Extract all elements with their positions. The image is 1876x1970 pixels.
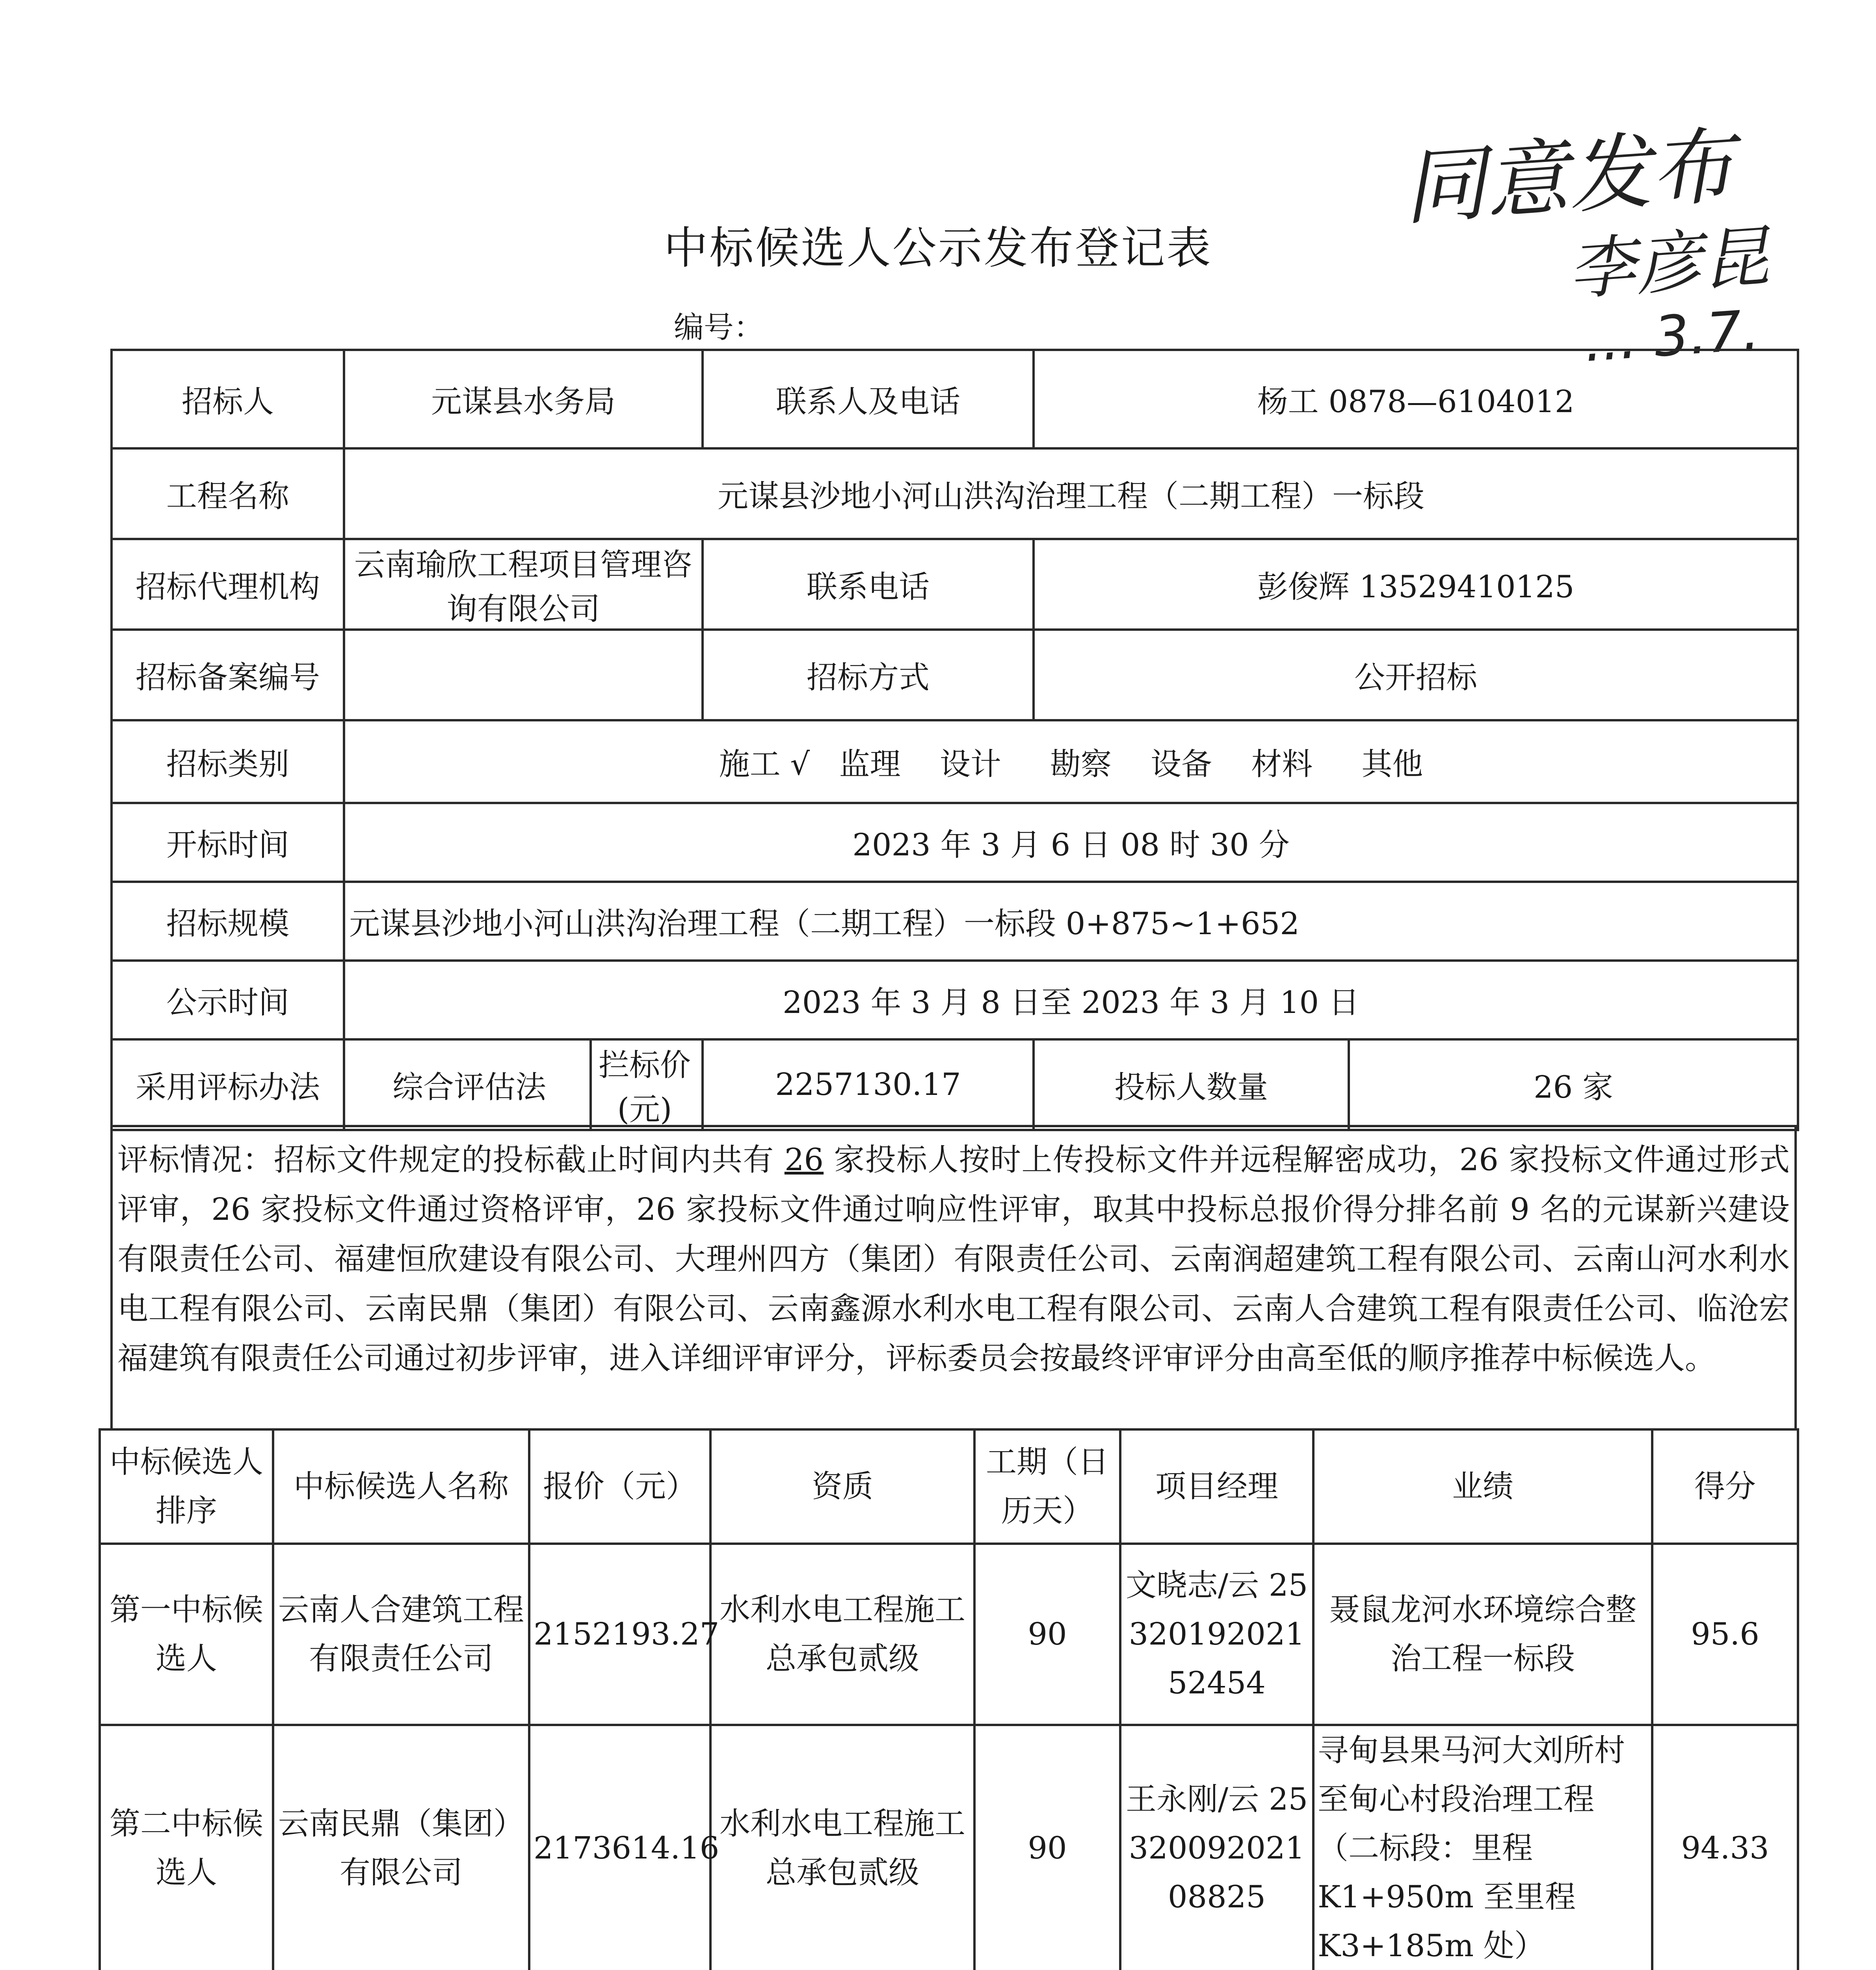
eval-method-label: 采用评标办法 bbox=[112, 1039, 344, 1130]
agency-phone-label: 联系电话 bbox=[703, 539, 1034, 630]
evaluation-text: 家投标人按时上传投标文件并远程解密成功，26 家投标文件通过形式评审，26 家投标文件通过资格评审，26 家投标文件通过响应性评审，取其中投标总报价得分排名前 9 名的元谋新兴建设有限责任公司、福建恒欣建设有限公司、大理州四方（集团）有限责任公司、云南润超建筑工程有限公司、云南山河水利水电工程有限公司、云南民鼎（集团）有限公司、云南鑫源水利水电工程有限公司、云南人合建筑工程有限责任公司、临沧宏福建筑有限责任公司通过初步评审，进入详细评审评分，评标委员会按最终评审评分由高至低的顺序推荐中标候选人。 bbox=[117, 1142, 1790, 1376]
header-score: 得分 bbox=[1652, 1429, 1798, 1544]
eval-method-name: 综合评估法 bbox=[349, 1041, 591, 1129]
category-other: 其他 bbox=[1361, 747, 1423, 782]
tender-method-label: 招标方式 bbox=[703, 630, 1034, 720]
category-survey: 勘察 bbox=[1050, 747, 1112, 782]
filing-number-label: 招标备案编号 bbox=[112, 630, 344, 720]
candidate-price: 2152193.27 bbox=[529, 1544, 710, 1725]
handwritten-date: ... 3.7. bbox=[1582, 298, 1762, 375]
header-qualification: 资质 bbox=[710, 1429, 974, 1544]
candidate-qualification: 水利水电工程施工总承包贰级 bbox=[710, 1544, 974, 1725]
candidate-manager: 王永刚/云 2532009202108825 bbox=[1120, 1725, 1313, 1970]
candidate-name: 云南民鼎（集团）有限公司 bbox=[273, 1725, 529, 1970]
candidate-period: 90 bbox=[974, 1725, 1120, 1970]
bidders-count-label: 投标人数量 bbox=[1034, 1039, 1349, 1130]
header-performance: 业绩 bbox=[1313, 1429, 1652, 1544]
bidders-count-value: 26 家 bbox=[1349, 1039, 1798, 1130]
handwritten-approval-note: 同意发布 bbox=[1400, 117, 1737, 237]
category-options bbox=[344, 720, 1798, 803]
candidate-performance: 寻甸县果马河大刘所村至甸心村段治理工程（二标段：里程 K1+950m 至里程 K3+185m 处） bbox=[1313, 1725, 1652, 1970]
filing-number-value bbox=[344, 630, 703, 720]
table-row bbox=[100, 1725, 1798, 1970]
table-row bbox=[100, 1544, 1798, 1725]
scale-value: 元谋县沙地小河山洪沟治理工程（二期工程）一标段 0+875~1+652 bbox=[344, 882, 1798, 961]
agency-label: 招标代理机构 bbox=[112, 539, 344, 630]
candidate-manager: 文晓志/云 2532019202152454 bbox=[1120, 1544, 1313, 1725]
header-name: 中标候选人名称 bbox=[273, 1429, 529, 1544]
agency-phone-value: 彭俊辉 13529410125 bbox=[1034, 539, 1798, 630]
evaluation-prefix: 评标情况：招标文件规定的投标截止时间内共有 bbox=[117, 1142, 785, 1178]
open-time-label: 开标时间 bbox=[112, 803, 344, 882]
tender-method-value: 公开招标 bbox=[1034, 630, 1798, 720]
category-construction: 施工 √ bbox=[719, 747, 810, 782]
candidates-header-row bbox=[100, 1429, 1798, 1544]
ceiling-price-value: 2257130.17 bbox=[703, 1039, 1034, 1130]
category-label: 招标类别 bbox=[112, 720, 344, 803]
candidate-period: 90 bbox=[974, 1544, 1120, 1725]
publicity-period-label: 公示时间 bbox=[112, 961, 344, 1039]
header-manager: 项目经理 bbox=[1120, 1429, 1313, 1544]
category-design: 设计 bbox=[939, 747, 1001, 782]
header-rank: 中标候选人排序 bbox=[100, 1429, 273, 1544]
candidate-name: 云南人合建筑工程有限责任公司 bbox=[273, 1544, 529, 1725]
category-supervision: 监理 bbox=[839, 747, 901, 782]
candidate-rank: 第一中标候选人 bbox=[100, 1544, 273, 1725]
eval-method-value bbox=[344, 1039, 703, 1130]
open-time-value: 2023 年 3 月 6 日 08 时 30 分 bbox=[344, 803, 1798, 882]
category-equipment: 设备 bbox=[1151, 747, 1212, 782]
publicity-period-value: 2023 年 3 月 8 日至 2023 年 3 月 10 日 bbox=[344, 961, 1798, 1039]
header-period: 工期（日历天） bbox=[974, 1429, 1120, 1544]
header-price: 报价（元） bbox=[529, 1429, 710, 1544]
scale-label: 招标规模 bbox=[112, 882, 344, 961]
candidate-performance: 聂鼠龙河水环境综合整治工程一标段 bbox=[1313, 1544, 1652, 1725]
contact-label: 联系人及电话 bbox=[703, 350, 1034, 448]
document-title: 中标候选人公示发布登记表 bbox=[664, 223, 1212, 274]
evaluation-section bbox=[110, 1125, 1797, 1431]
project-name-label: 工程名称 bbox=[112, 448, 344, 539]
category-materials: 材料 bbox=[1251, 747, 1313, 782]
candidate-price: 2173614.16 bbox=[529, 1725, 710, 1970]
serial-number-label: 编号： bbox=[674, 310, 764, 345]
ceiling-price-label: 拦标价(元) bbox=[599, 1048, 691, 1127]
registration-form-table bbox=[110, 349, 1799, 1131]
tenderer-value: 元谋县水务局 bbox=[344, 350, 703, 448]
candidates-table bbox=[99, 1428, 1799, 1970]
tenderer-label: 招标人 bbox=[112, 350, 344, 448]
candidate-score: 94.33 bbox=[1652, 1725, 1798, 1970]
bidder-count-underlined: 26 bbox=[784, 1142, 824, 1178]
candidate-score: 95.6 bbox=[1652, 1544, 1798, 1725]
candidate-rank: 第二中标候选人 bbox=[100, 1725, 273, 1970]
handwritten-signature: 李彦昆 bbox=[1566, 217, 1772, 310]
agency-value: 云南瑜欣工程项目管理咨询有限公司 bbox=[344, 539, 703, 630]
evaluation-summary bbox=[112, 1126, 1796, 1429]
contact-value: 杨工 0878—6104012 bbox=[1034, 350, 1798, 448]
project-name-value: 元谋县沙地小河山洪沟治理工程（二期工程）一标段 bbox=[344, 448, 1798, 539]
candidate-qualification: 水利水电工程施工总承包贰级 bbox=[710, 1725, 974, 1970]
